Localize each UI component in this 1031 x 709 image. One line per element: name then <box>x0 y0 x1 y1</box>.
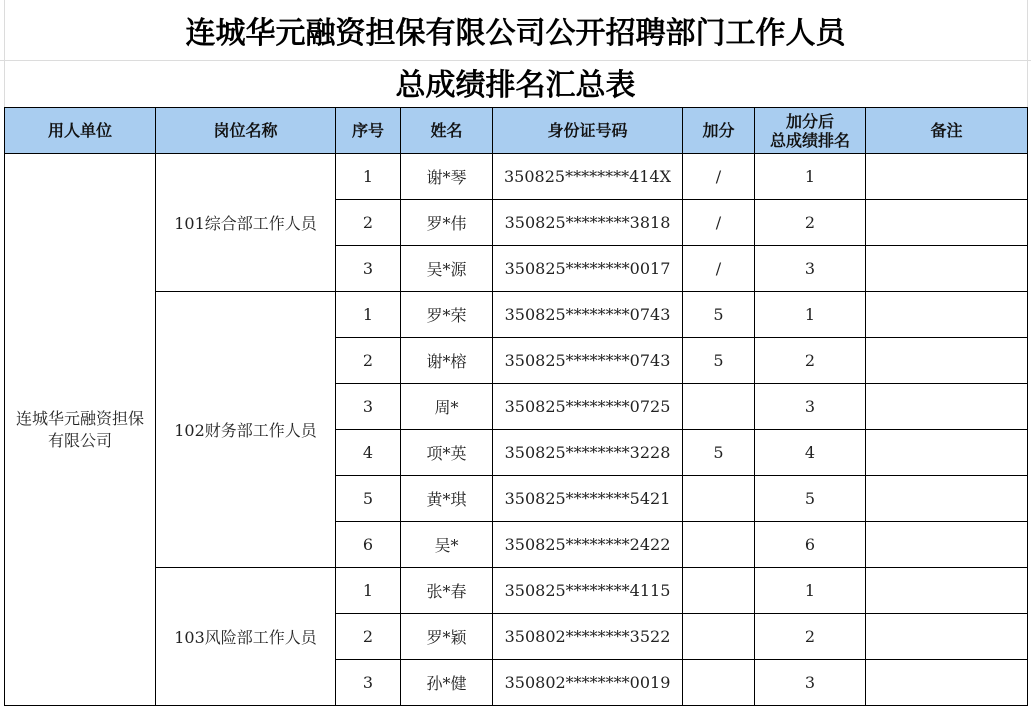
name-cell[interactable]: 吴* <box>401 522 493 568</box>
seq-cell[interactable]: 3 <box>336 384 401 430</box>
name-cell[interactable]: 项*英 <box>401 430 493 476</box>
remark-cell[interactable] <box>866 292 1028 338</box>
bonus-cell[interactable]: / <box>683 200 755 246</box>
bonus-cell[interactable]: 5 <box>683 292 755 338</box>
seq-cell[interactable]: 2 <box>336 338 401 384</box>
remark-cell[interactable] <box>866 614 1028 660</box>
id-cell[interactable]: 350825********3228 <box>493 430 683 476</box>
table-row <box>5 154 1028 200</box>
bonus-cell[interactable] <box>683 568 755 614</box>
seq-cell[interactable]: 1 <box>336 292 401 338</box>
bonus-cell[interactable] <box>683 614 755 660</box>
name-cell[interactable]: 黄*琪 <box>401 476 493 522</box>
header-remark[interactable]: 备注 <box>866 108 1028 154</box>
seq-cell[interactable]: 3 <box>336 660 401 706</box>
unit-line2: 有限公司 <box>47 430 112 450</box>
id-cell[interactable]: 350825********4115 <box>493 568 683 614</box>
name-cell[interactable]: 周* <box>401 384 493 430</box>
seq-cell[interactable]: 6 <box>336 522 401 568</box>
bonus-cell[interactable] <box>683 384 755 430</box>
header-seq[interactable]: 序号 <box>336 108 401 154</box>
page-subtitle: 总成绩排名汇总表 <box>395 68 636 103</box>
bonus-cell[interactable]: 5 <box>683 430 755 476</box>
seq-cell[interactable]: 5 <box>336 476 401 522</box>
table-header-row <box>5 108 1028 154</box>
rank-cell[interactable]: 2 <box>755 200 866 246</box>
position-cell[interactable]: 101综合部工作人员 <box>156 154 336 292</box>
header-position[interactable]: 岗位名称 <box>156 108 336 154</box>
rank-cell[interactable]: 3 <box>755 246 866 292</box>
rank-cell[interactable]: 1 <box>755 568 866 614</box>
seq-cell[interactable]: 1 <box>336 154 401 200</box>
name-cell[interactable]: 吴*源 <box>401 246 493 292</box>
rank-cell[interactable]: 1 <box>755 292 866 338</box>
bonus-cell[interactable]: / <box>683 154 755 200</box>
header-unit[interactable]: 用人单位 <box>5 108 156 154</box>
name-cell[interactable]: 谢*琴 <box>401 154 493 200</box>
id-cell[interactable]: 350825********3818 <box>493 200 683 246</box>
rank-cell[interactable]: 2 <box>755 338 866 384</box>
seq-cell[interactable]: 2 <box>336 614 401 660</box>
remark-cell[interactable] <box>866 522 1028 568</box>
rank-cell[interactable]: 3 <box>755 660 866 706</box>
id-cell[interactable]: 350802********0019 <box>493 660 683 706</box>
remark-cell[interactable] <box>866 384 1028 430</box>
remark-cell[interactable] <box>866 430 1028 476</box>
position-cell[interactable]: 102财务部工作人员 <box>156 292 336 568</box>
seq-cell[interactable]: 4 <box>336 430 401 476</box>
table-row <box>5 568 1028 614</box>
unit-cell[interactable] <box>5 154 156 706</box>
header-bonus[interactable]: 加分 <box>683 108 755 154</box>
rank-cell[interactable]: 4 <box>755 430 866 476</box>
ranking-table <box>4 107 1028 706</box>
rank-cell[interactable]: 1 <box>755 154 866 200</box>
bonus-cell[interactable]: / <box>683 246 755 292</box>
name-cell[interactable]: 罗*荣 <box>401 292 493 338</box>
seq-cell[interactable]: 3 <box>336 246 401 292</box>
seq-cell[interactable]: 1 <box>336 568 401 614</box>
rank-cell[interactable]: 5 <box>755 476 866 522</box>
remark-cell[interactable] <box>866 476 1028 522</box>
remark-cell[interactable] <box>866 568 1028 614</box>
table-row <box>5 292 1028 338</box>
page-title: 连城华元融资担保有限公司公开招聘部门工作人员 <box>185 16 846 51</box>
name-cell[interactable]: 孙*健 <box>401 660 493 706</box>
remark-cell[interactable] <box>866 660 1028 706</box>
id-cell[interactable]: 350825********414X <box>493 154 683 200</box>
unit-line1: 连城华元融资担保 <box>15 408 144 428</box>
header-rank[interactable] <box>755 108 866 154</box>
header-name[interactable]: 姓名 <box>401 108 493 154</box>
id-cell[interactable]: 350825********0743 <box>493 338 683 384</box>
sheet-gridline <box>0 60 1031 61</box>
id-cell[interactable]: 350825********2422 <box>493 522 683 568</box>
id-cell[interactable]: 350825********0725 <box>493 384 683 430</box>
rank-cell[interactable]: 3 <box>755 384 866 430</box>
header-id[interactable]: 身份证号码 <box>493 108 683 154</box>
name-cell[interactable]: 张*春 <box>401 568 493 614</box>
bonus-cell[interactable] <box>683 522 755 568</box>
id-cell[interactable]: 350802********3522 <box>493 614 683 660</box>
name-cell[interactable]: 罗*伟 <box>401 200 493 246</box>
remark-cell[interactable] <box>866 246 1028 292</box>
header-rank-line2: 总成绩排名 <box>769 130 850 150</box>
remark-cell[interactable] <box>866 154 1028 200</box>
remark-cell[interactable] <box>866 200 1028 246</box>
rank-cell[interactable]: 6 <box>755 522 866 568</box>
bonus-cell[interactable]: 5 <box>683 338 755 384</box>
seq-cell[interactable]: 2 <box>336 200 401 246</box>
rank-cell[interactable]: 2 <box>755 614 866 660</box>
id-cell[interactable]: 350825********5421 <box>493 476 683 522</box>
name-cell[interactable]: 罗*颖 <box>401 614 493 660</box>
remark-cell[interactable] <box>866 338 1028 384</box>
id-cell[interactable]: 350825********0017 <box>493 246 683 292</box>
bonus-cell[interactable] <box>683 660 755 706</box>
position-cell[interactable]: 103风险部工作人员 <box>156 568 336 706</box>
name-cell[interactable]: 谢*榕 <box>401 338 493 384</box>
id-cell[interactable]: 350825********0743 <box>493 292 683 338</box>
bonus-cell[interactable] <box>683 476 755 522</box>
header-rank-line1: 加分后 <box>785 111 834 131</box>
